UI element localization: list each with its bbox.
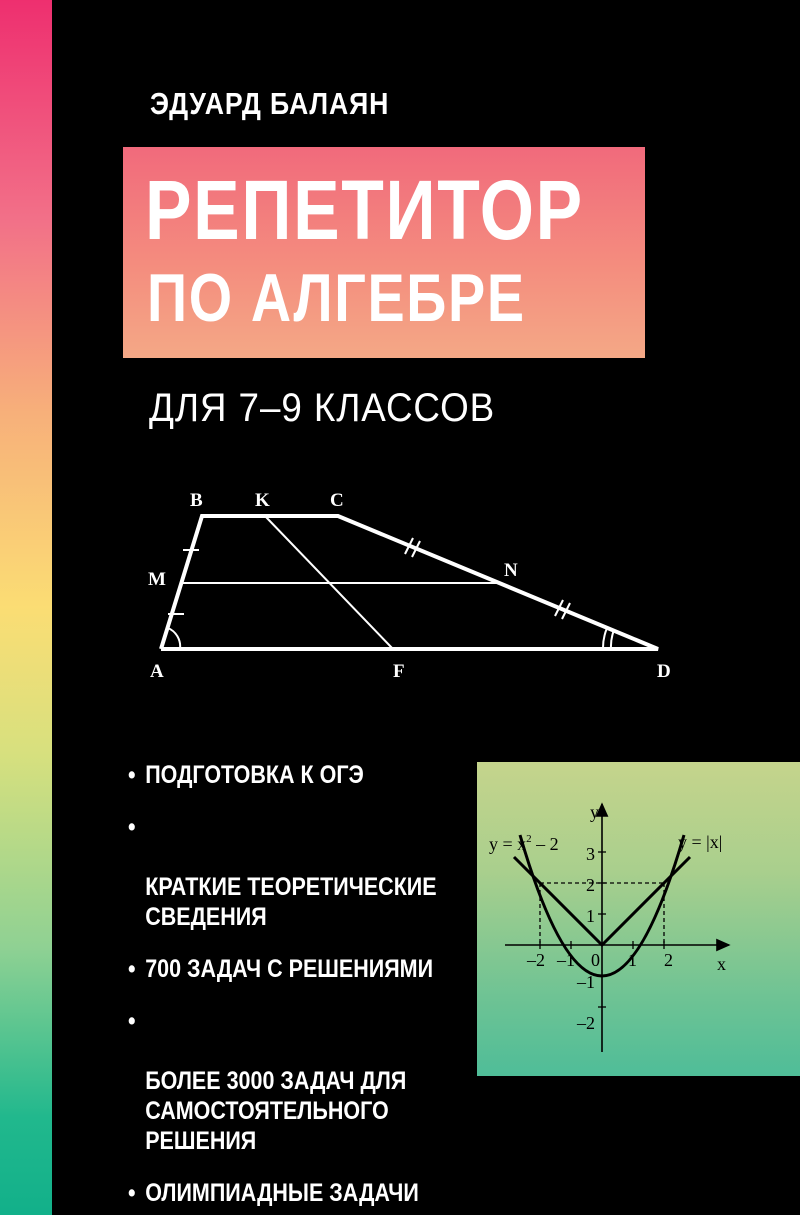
feature-text: 700 ЗАДАЧ С РЕШЕНИЯМИ [145,955,434,983]
title-line-1: РЕПЕТИТОР [145,163,584,257]
bullet: • [128,761,136,789]
subtitle: ДЛЯ 7–9 КЛАССОВ [149,386,496,430]
feature-item [128,760,472,790]
trapezoid-diagram [130,478,690,693]
x-tick-label: –1 [557,950,575,970]
bullet: • [128,1179,136,1207]
label-m: M [148,569,166,590]
title-line-2: ПО АЛГЕБРЕ [147,260,526,336]
x-tick-label: –2 [527,950,545,970]
angle-arc-a [168,628,180,649]
label-d: D [657,661,671,682]
feature-item [128,1178,472,1208]
y-tick-label: –1 [577,972,595,992]
function-graph [477,762,800,1076]
author-name: ЭДУАРД БАЛАЯН [150,86,390,121]
label-k: K [255,490,270,511]
bullet: • [128,955,136,983]
x-axis-label: x [717,954,726,974]
x-tick-label: 2 [664,950,673,970]
feature-item [128,1006,472,1156]
label-c: C [330,490,344,511]
angle-arc-d [611,630,614,649]
feature-text: ОЛИМПИАДНЫЕ ЗАДАЧИ [145,1179,419,1207]
gradient-spine [0,0,52,1215]
bullet: • [128,1007,136,1035]
y-tick-label: 2 [586,875,595,895]
feature-list [128,760,458,1215]
feature-item [128,812,472,932]
label-a: A [150,661,164,682]
feature-item [128,954,472,984]
label-f: F [393,661,405,682]
x-tick-label: 1 [628,950,637,970]
feature-text: КРАТКИЕ ТЕОРЕТИЧЕСКИЕ СВЕДЕНИЯ [145,873,437,931]
y-axis-label: y [590,802,599,822]
y-tick-label: 3 [586,844,595,864]
abs-label: y = |x| [678,832,723,852]
label-n: N [504,560,518,581]
label-b: B [190,490,203,511]
feature-text: БОЛЕЕ 3000 ЗАДАЧ ДЛЯ САМОСТОЯТЕЛЬНОГО РЕШЕНИЯ [145,1067,407,1155]
parabola-label: $y = x^2 - 2$ [489,833,559,854]
bullet: • [128,813,136,841]
x-tick-label: 0 [591,950,600,970]
y-tick-label: 1 [586,906,595,926]
angle-arc-d [603,628,607,649]
feature-text: ПОДГОТОВКА К ОГЭ [145,761,364,789]
y-tick-label: –2 [577,1013,595,1033]
